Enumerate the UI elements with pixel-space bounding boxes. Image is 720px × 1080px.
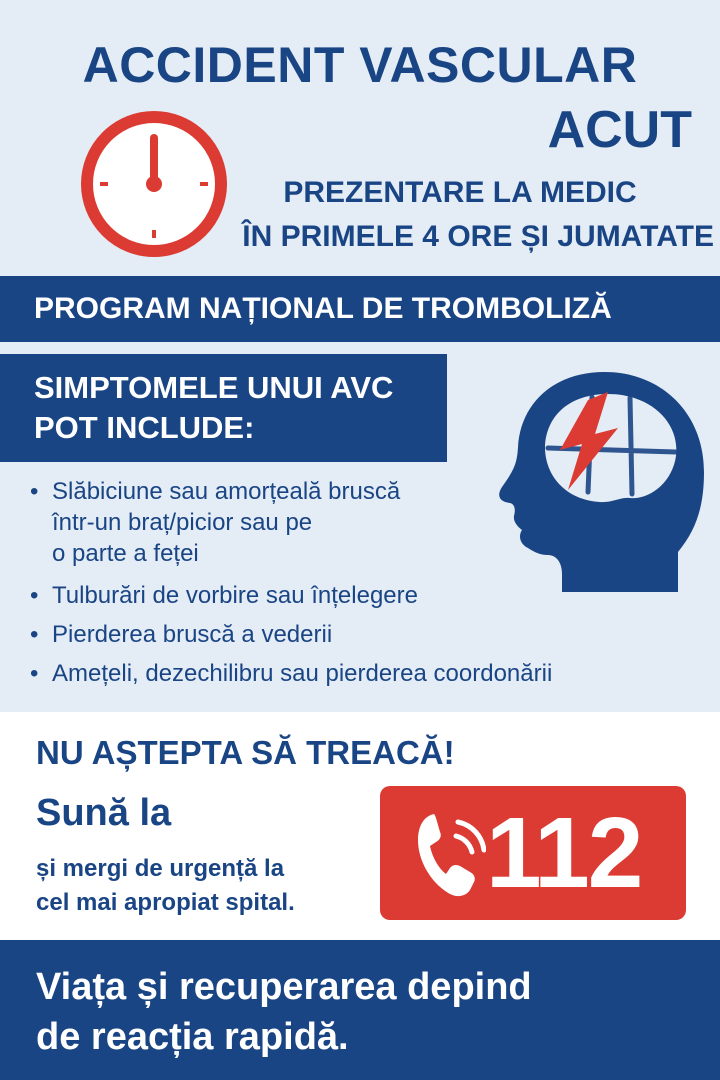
list-item: • Pierderea bruscă a vederii [30, 620, 552, 650]
footer-line-2: de reacția rapidă. [36, 1016, 349, 1058]
list-item: • Slăbiciune sau amorțeală bruscă într-un braț/picior sau pe o parte a feței [30, 476, 470, 569]
call-subtext: și mergi de urgență la cel mai apropiat spital. [36, 855, 295, 916]
list-item: • Amețeli, dezechilibru sau pierderea coordonării [30, 659, 552, 689]
symptoms-list [30, 476, 552, 698]
subtitle-line-1: PREZENTARE LA MEDIC [283, 176, 637, 209]
symptoms-section [0, 342, 720, 712]
title-line-2: ACUT [547, 101, 692, 159]
phone-icon [416, 810, 486, 898]
list-item: • Tulburări de vorbire sau înțelegere [30, 581, 552, 611]
symptoms-heading [0, 354, 447, 462]
warning-text: NU AȘTEPTA SĂ TREACĂ! [36, 734, 455, 771]
title-line-1: ACCIDENT VASCULAR [82, 37, 638, 93]
footer-line-1: Viața și recuperarea depind [36, 966, 532, 1008]
emergency-number: 112 [486, 797, 642, 909]
call-label: Sună la [36, 792, 172, 834]
call-section [0, 712, 720, 940]
symptoms-heading-line-2: POT INCLUDE: [34, 410, 255, 445]
subtitle-line-2: ÎN PRIMELE 4 ORE ȘI JUMATATE [242, 220, 714, 253]
emergency-number-box [380, 786, 686, 920]
program-banner: PROGRAM NAȚIONAL DE TROMBOLIZĂ [0, 276, 720, 342]
header [0, 0, 720, 276]
footer [0, 940, 720, 1080]
symptoms-heading-line-1: SIMPTOMELE UNUI AVC [34, 370, 394, 405]
